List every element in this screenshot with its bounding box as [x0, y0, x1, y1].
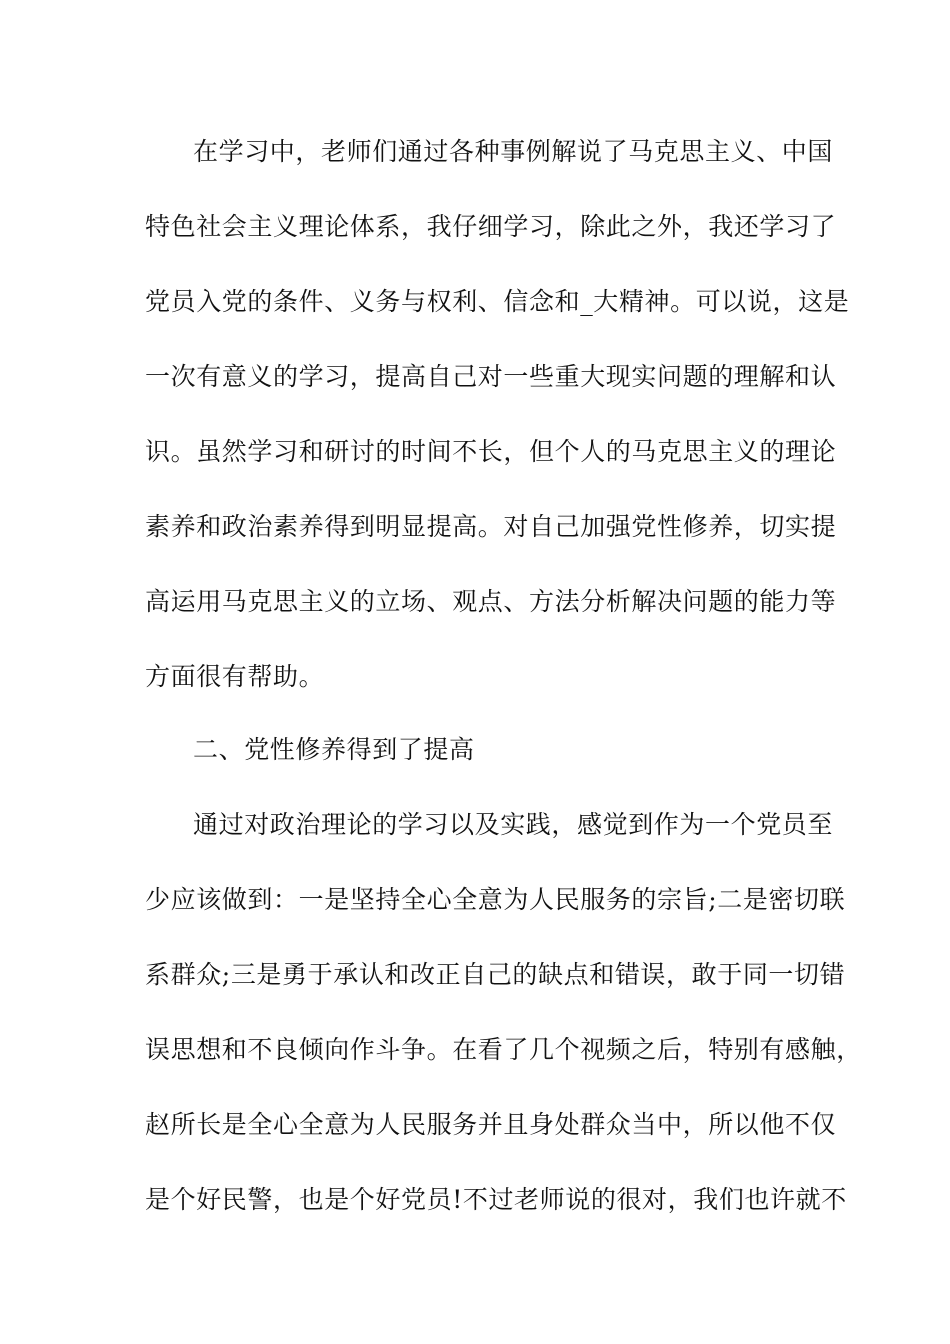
- paragraph-2-line-6: 是个好民警，也是个好党员!不过老师说的很对，我们也许就不: [145, 1185, 847, 1214]
- paragraph-2-line-1: 通过对政治理论的学习以及实践，感觉到作为一个党员至: [193, 810, 834, 839]
- paragraph-1-line-5: 识。虽然学习和研讨的时间不长，但个人的马克思主义的理论: [145, 437, 837, 466]
- section-heading: 二、党性修养得到了提高: [193, 735, 475, 764]
- paragraph-2-line-3: 系群众;三是勇于承认和改正自己的缺点和错误，敢于同一切错: [145, 960, 846, 989]
- paragraph-1-line-8: 方面很有帮助。: [145, 662, 325, 691]
- paragraph-1-line-3: 党员入党的条件、义务与权利、信念和_大精神。可以说，这是: [145, 287, 850, 316]
- paragraph-1-line-6: 素养和政治素养得到明显提高。对自己加强党性修养，切实提: [145, 512, 837, 541]
- paragraph-1-line-7: 高运用马克思主义的立场、观点、方法分析解决问题的能力等: [145, 587, 837, 616]
- paragraph-1-line-1: 在学习中，老师们通过各种事例解说了马克思主义、中国: [193, 137, 834, 166]
- paragraph-1-line-4: 一次有意义的学习，提高自己对一些重大现实问题的理解和认: [145, 362, 837, 391]
- paragraph-2-line-2: 少应该做到：一是坚持全心全意为人民服务的宗旨;二是密切联: [145, 885, 846, 914]
- paragraph-1-line-2: 特色社会主义理论体系，我仔细学习，除此之外，我还学习了: [145, 212, 837, 241]
- paragraph-2-line-4: 误思想和不良倾向作斗争。在看了几个视频之后，特别有感触，: [145, 1035, 862, 1064]
- paragraph-2-line-5: 赵所长是全心全意为人民服务并且身处群众当中，所以他不仅: [145, 1110, 837, 1139]
